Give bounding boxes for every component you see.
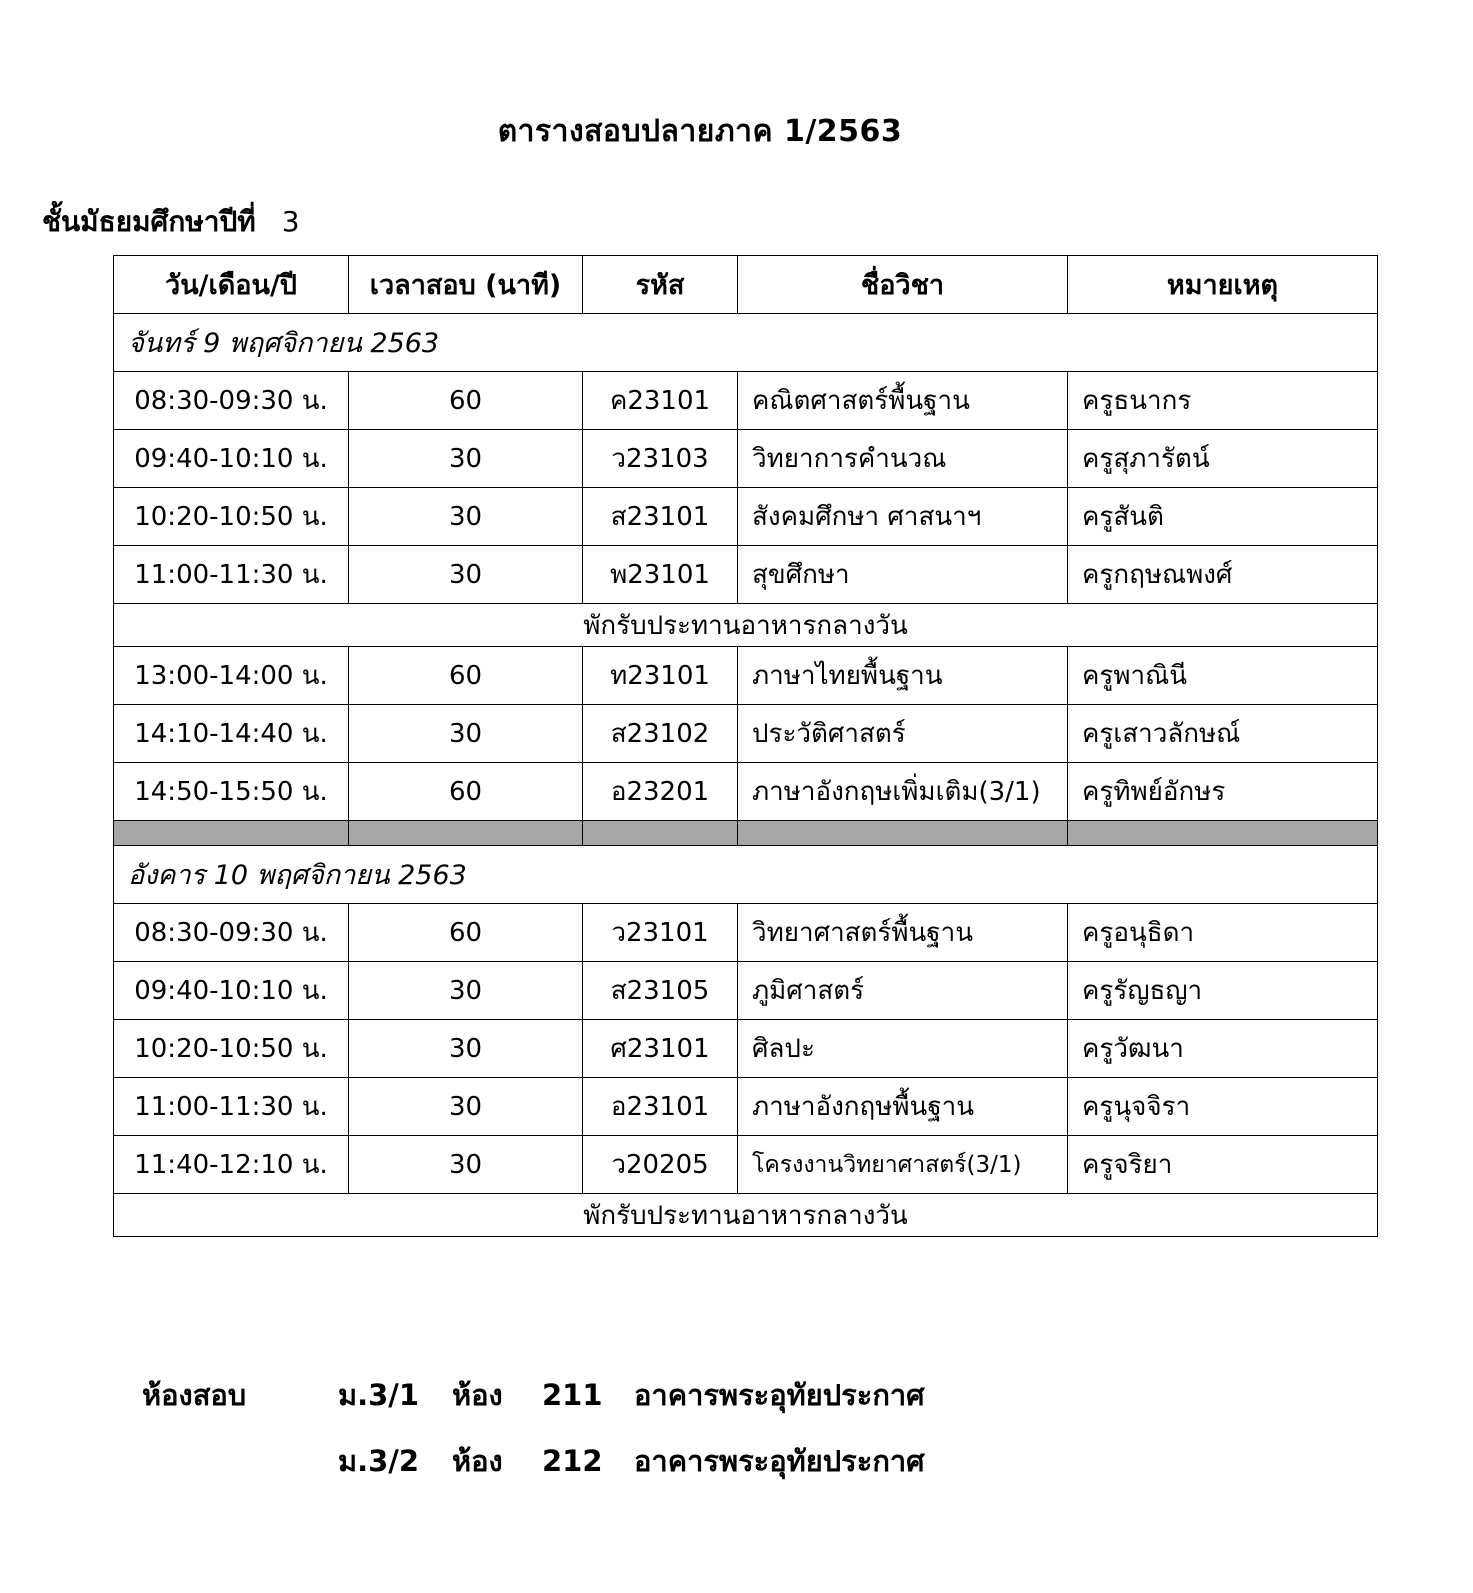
room-number: 212 xyxy=(542,1444,603,1478)
table-row xyxy=(114,962,1378,1020)
lunch-break: พักรับประทานอาหารกลางวัน xyxy=(114,604,1378,647)
teacher-note: ครูจริยา xyxy=(1068,1136,1378,1194)
exam-minutes: 30 xyxy=(349,705,583,763)
exam-time: 09:40-10:10 น. xyxy=(114,962,349,1020)
room-class: ม.3/1 xyxy=(338,1378,420,1412)
exam-minutes: 30 xyxy=(349,430,583,488)
teacher-note: ครูรัญธญา xyxy=(1068,962,1378,1020)
exam-minutes: 30 xyxy=(349,962,583,1020)
subject-name: ประวัติศาสตร์ xyxy=(738,705,1068,763)
teacher-note: ครูพาณินี xyxy=(1068,647,1378,705)
room-line xyxy=(338,1372,925,1418)
page-title: ตารางสอบปลายภาค 1/2563 xyxy=(497,114,903,149)
teacher-note: ครูนุจจิรา xyxy=(1068,1078,1378,1136)
subject-name: ภาษาอังกฤษเพิ่มเติม(3/1) xyxy=(738,763,1068,821)
table-row xyxy=(114,488,1378,546)
exam-minutes: 60 xyxy=(349,904,583,962)
subject-code: ศ23101 xyxy=(583,1020,738,1078)
teacher-note: ครูธนากร xyxy=(1068,372,1378,430)
exam-minutes: 60 xyxy=(349,763,583,821)
subject-name: คณิตศาสตร์พื้นฐาน xyxy=(738,372,1068,430)
subject-name: สุขศึกษา xyxy=(738,546,1068,604)
teacher-note: ครูทิพย์อักษร xyxy=(1068,763,1378,821)
room-building: อาคารพระอุทัยประกาศ xyxy=(634,1444,925,1478)
exam-time: 08:30-09:30 น. xyxy=(114,904,349,962)
subject-code: ส23105 xyxy=(583,962,738,1020)
table-row xyxy=(114,1020,1378,1078)
table-row xyxy=(114,705,1378,763)
exam-time: 14:10-14:40 น. xyxy=(114,705,349,763)
header-duration: เวลาสอบ (นาที) xyxy=(349,256,583,314)
table-row xyxy=(114,546,1378,604)
teacher-note: ครูสุภารัตน์ xyxy=(1068,430,1378,488)
exam-time: 11:00-11:30 น. xyxy=(114,546,349,604)
subject-code: ว20205 xyxy=(583,1136,738,1194)
header-date: วัน/เดือน/ปี xyxy=(114,256,349,314)
header-code: รหัส xyxy=(583,256,738,314)
exam-time: 14:50-15:50 น. xyxy=(114,763,349,821)
exam-time: 10:20-10:50 น. xyxy=(114,1020,349,1078)
exam-minutes: 30 xyxy=(349,546,583,604)
subject-code: อ23201 xyxy=(583,763,738,821)
exam-minutes: 30 xyxy=(349,488,583,546)
room-number: 211 xyxy=(542,1378,603,1412)
table-row xyxy=(114,430,1378,488)
exam-minutes: 30 xyxy=(349,1020,583,1078)
table-row xyxy=(114,1136,1378,1194)
room-class: ม.3/2 xyxy=(338,1444,420,1478)
grade-label: ชั้นมัธยมศึกษาปีที่ xyxy=(42,205,256,238)
subject-code: พ23101 xyxy=(583,546,738,604)
subject-code: ว23103 xyxy=(583,430,738,488)
exam-time: 11:40-12:10 น. xyxy=(114,1136,349,1194)
rooms-label: ห้องสอบ xyxy=(142,1378,247,1412)
teacher-note: ครูกฤษณพงศ์ xyxy=(1068,546,1378,604)
subject-name: ภาษาอังกฤษพื้นฐาน xyxy=(738,1078,1068,1136)
exam-time: 09:40-10:10 น. xyxy=(114,430,349,488)
table-row xyxy=(114,904,1378,962)
grade-line xyxy=(42,200,300,244)
room-building: อาคารพระอุทัยประกาศ xyxy=(634,1378,925,1412)
subject-code: ส23101 xyxy=(583,488,738,546)
subject-code: ท23101 xyxy=(583,647,738,705)
header-note: หมายเหตุ xyxy=(1068,256,1378,314)
teacher-note: ครูเสาวลักษณ์ xyxy=(1068,705,1378,763)
subject-name: ภาษาไทยพื้นฐาน xyxy=(738,647,1068,705)
room-word: ห้อง xyxy=(452,1444,503,1478)
table-row xyxy=(114,1078,1378,1136)
subject-code: ค23101 xyxy=(583,372,738,430)
exam-minutes: 30 xyxy=(349,1078,583,1136)
day-separator xyxy=(114,821,1378,846)
subject-name: วิทยาการคำนวณ xyxy=(738,430,1068,488)
exam-minutes: 60 xyxy=(349,372,583,430)
day1-label: จันทร์ 9 พฤศจิกายน 2563 xyxy=(114,314,1378,372)
header-row xyxy=(114,256,1378,314)
subject-name: วิทยาศาสตร์พื้นฐาน xyxy=(738,904,1068,962)
subject-name: โครงงานวิทยาศาสตร์(3/1) xyxy=(738,1136,1068,1194)
table-row xyxy=(114,372,1378,430)
exam-minutes: 30 xyxy=(349,1136,583,1194)
exam-schedule-table xyxy=(113,255,1378,1237)
exam-minutes: 60 xyxy=(349,647,583,705)
subject-code: ว23101 xyxy=(583,904,738,962)
header-subject: ชื่อวิชา xyxy=(738,256,1068,314)
exam-time: 10:20-10:50 น. xyxy=(114,488,349,546)
subject-name: ศิลปะ xyxy=(738,1020,1068,1078)
teacher-note: ครูสันติ xyxy=(1068,488,1378,546)
exam-time: 13:00-14:00 น. xyxy=(114,647,349,705)
subject-name: ภูมิศาสตร์ xyxy=(738,962,1068,1020)
subject-code: อ23101 xyxy=(583,1078,738,1136)
room-word: ห้อง xyxy=(452,1378,503,1412)
teacher-note: ครูอนุธิดา xyxy=(1068,904,1378,962)
lunch-break: พักรับประทานอาหารกลางวัน xyxy=(114,1194,1378,1237)
room-line xyxy=(338,1438,925,1484)
grade-value: 3 xyxy=(281,205,300,238)
subject-code: ส23102 xyxy=(583,705,738,763)
teacher-note: ครูวัฒนา xyxy=(1068,1020,1378,1078)
table-row xyxy=(114,647,1378,705)
table-row xyxy=(114,763,1378,821)
exam-time: 11:00-11:30 น. xyxy=(114,1078,349,1136)
subject-name: สังคมศึกษา ศาสนาฯ xyxy=(738,488,1068,546)
exam-time: 08:30-09:30 น. xyxy=(114,372,349,430)
day2-label: อังคาร 10 พฤศจิกายน 2563 xyxy=(114,846,1378,904)
